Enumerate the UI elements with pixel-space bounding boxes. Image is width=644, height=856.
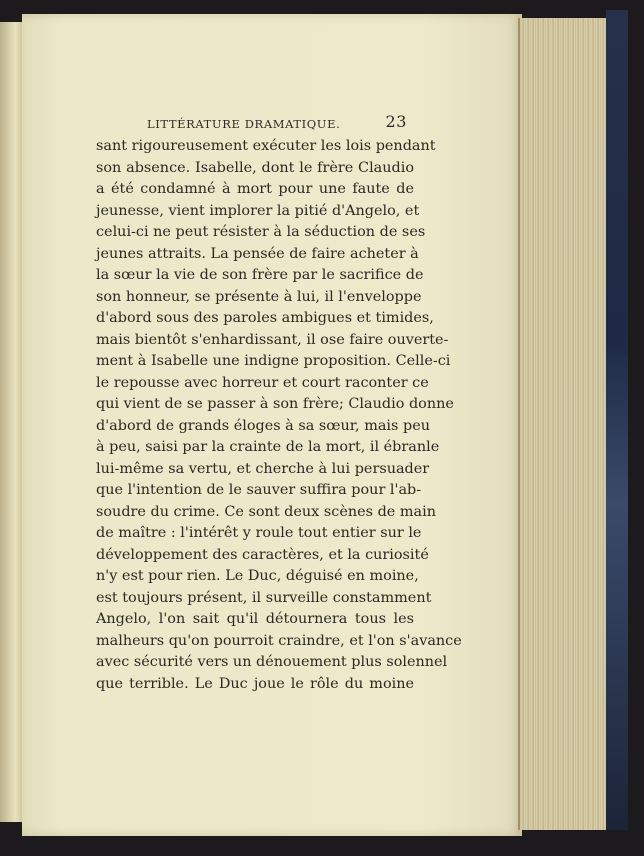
text-line: est toujours présent, il surveille constamment [96,589,432,606]
text-line: que terrible. Le Duc joue le rôle du moine [96,675,414,692]
text-line: sant rigoureusement exécuter les lois pendant [96,138,436,154]
left-page-edge [0,22,23,822]
text-line: soudre du crime. Ce sont deux scènes de main [96,503,436,520]
page-block-edges [518,18,616,830]
text-line: avec sécurité vers un dénouement plus solennel [96,654,448,670]
text-line: Angelo, l'on sait qu'il détournera tous les [96,611,414,627]
text-line: son absence. Isabelle, dont le frère Claudio [96,159,414,176]
text-line: malheurs qu'on pourroit craindre, et l'on s'avance [96,632,462,649]
body-text [96,136,462,695]
running-title: LITTÉRATURE DRAMATIQUE. [147,117,341,131]
text-line: la sœur la vie de son frère par le sacrifice de [96,267,424,283]
text-line: le repousse avec horreur et court raconter ce [96,374,429,391]
text-line: celui-ci ne peut résister à la séduction de ses [96,224,426,240]
text-line: jeunes attraits. La pensée de faire acheter à [96,245,419,262]
text-line: d'abord sous des paroles ambigues et timides, [96,310,434,326]
text-line: lui-même sa vertu, et cherche à lui persuader [96,460,430,477]
running-header [147,112,407,134]
text-line: mais bientôt s'enhardissant, il ose faire ouverte- [96,331,449,348]
text-line: son honneur, se présente à lui, il l'enveloppe [96,288,422,305]
text-line: a été condamné à mort pour une faute de [96,181,414,197]
text-line: que l'intention de le sauver suffira pour l'ab- [96,482,422,498]
page-number: 23 [385,112,407,131]
book-cover [606,10,628,830]
text-line: qui vient de se passer à son frère; Claudio donne [96,396,454,412]
text-line: d'abord de grands éloges à sa sœur, mais peu [96,417,430,434]
text-line: développement des caractères, et la curiosité [96,546,429,563]
text-line: de maître : l'intérêt y roule tout entier sur le [96,525,422,541]
text-line: ment à Isabelle une indigne proposition. Celle-ci [96,353,451,369]
text-line: jeunesse, vient implorer la pitié d'Angelo, et [96,202,420,219]
text-line: à peu, saisi par la crainte de la mort, il ébranle [96,439,440,455]
text-line: n'y est pour rien. Le Duc, déguisé en moine, [96,568,419,584]
